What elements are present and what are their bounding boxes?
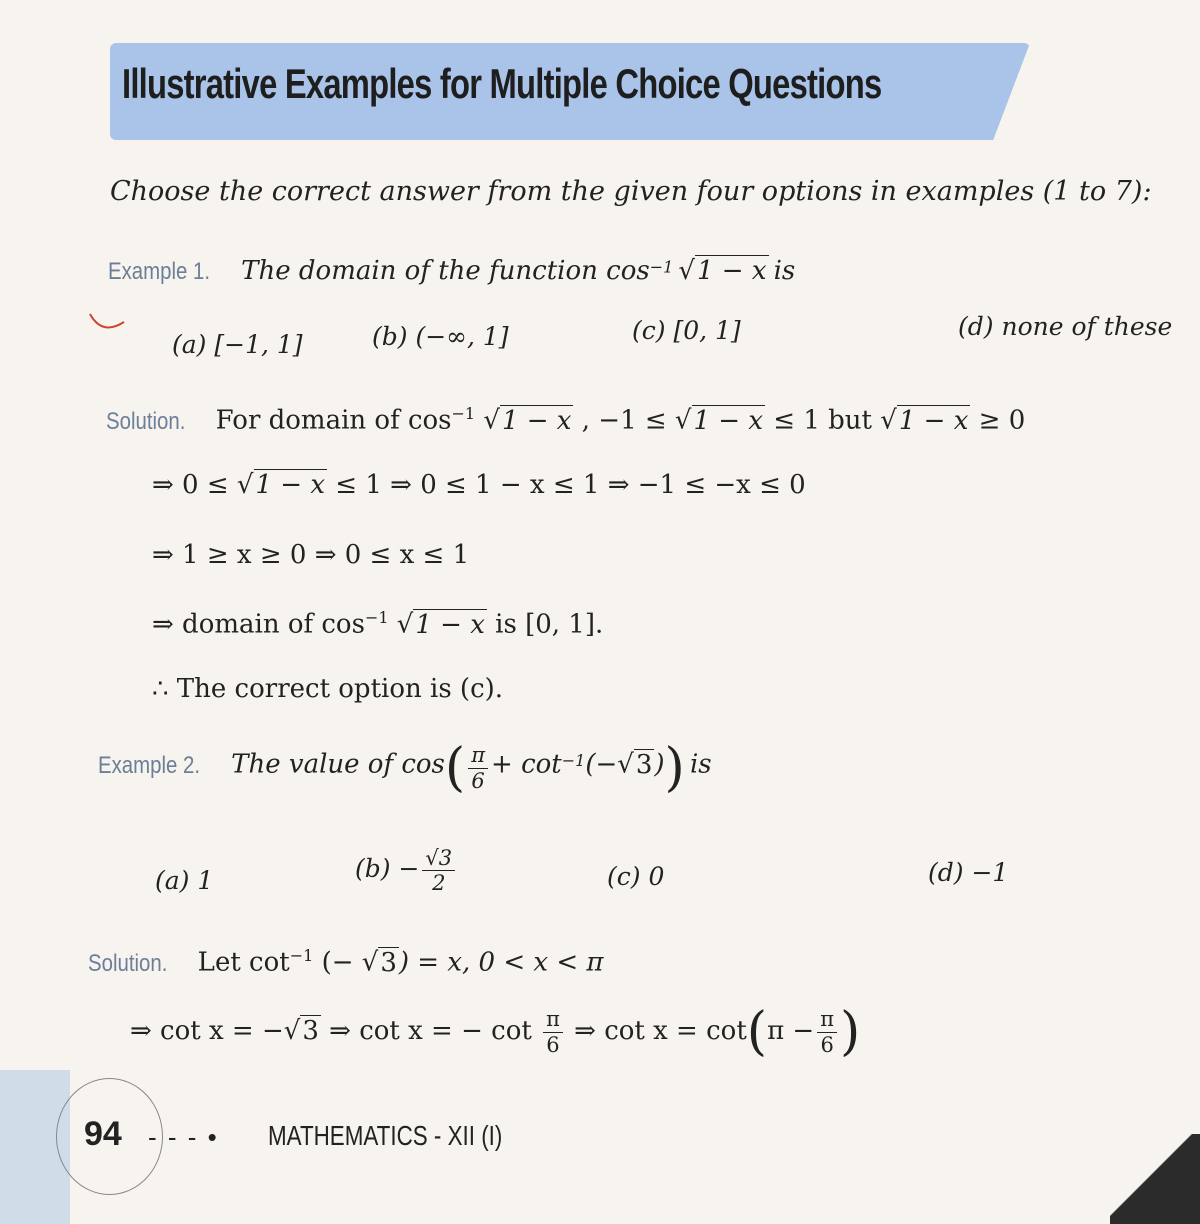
ex1-solution-label: Solution.: [106, 407, 186, 435]
ex1-step-2: ⇒ 1 ≥ x ≥ 0 ⇒ 0 ≤ x ≤ 1: [152, 540, 470, 570]
example-2-label: Example 2.: [98, 751, 201, 779]
ex2-solution-label: Solution.: [88, 949, 168, 977]
ex1-option-d[interactable]: (d) none of these: [958, 312, 1173, 341]
instruction-text: Choose the correct answer from the given four options in examples (1 to 7):: [110, 176, 1152, 207]
footer-arrow: - - - •: [148, 1122, 219, 1152]
ex2-option-d[interactable]: (d) −1: [928, 858, 1009, 887]
ex1-step-1: ⇒ 0 ≤ √1 − x ≤ 1 ⇒ 0 ≤ 1 − x ≤ 1 ⇒ −1 ≤ −x ≤ 0: [152, 470, 806, 500]
ex1-option-a[interactable]: (a) [−1, 1]: [172, 330, 303, 359]
page-corner-shadow: [1110, 1134, 1200, 1224]
red-check-mark: [88, 308, 128, 338]
ex2-option-b[interactable]: (b) − $\frac{√3}{2}$: [355, 846, 458, 895]
ex1-step-3: ⇒ domain of $\cos^{-1} √1 - x$ is [0, 1].: [152, 608, 604, 640]
section-title: Illustrative Examples for Multiple Choice Questions: [122, 60, 882, 107]
ex2-option-c[interactable]: (c) 0: [607, 862, 665, 891]
example-1-question: Example 1. The domain of the function cos−1 √1 − x is: [108, 256, 796, 286]
ex1-conclusion: ∴ The correct option is (c).: [152, 674, 504, 704]
example-2-question: Example 2. The value of cos( $\frac{\pi}{6}$ + cot−1(−√3)) is: [98, 738, 712, 798]
ex2-solution-line-1: Solution. Let $\cot^{-1}$ (− √3) = x, 0 < x < π: [88, 946, 604, 978]
page-number: 94: [84, 1115, 122, 1153]
book-title: MATHEMATICS - XII (I): [268, 1120, 503, 1151]
ex1-option-b[interactable]: (b) (−∞, 1]: [372, 322, 509, 351]
example-1-label: Example 1.: [108, 258, 211, 285]
ex2-option-a[interactable]: (a) 1: [155, 866, 214, 895]
ex2-step-1: ⇒ cot x = −√3 ⇒ cot x = − cot $\frac{\pi}{6}$ ⇒ cot x = cot(π − $\frac{\pi}{6}$ ): [130, 1002, 861, 1062]
ex1-option-c[interactable]: (c) [0, 1]: [632, 316, 741, 345]
ex1-solution-line-1: Solution. For domain of $\cos^{-1} √1 - x$ , −1 ≤ √1 − x ≤ 1 but √1 − x ≥ 0: [106, 404, 1026, 436]
